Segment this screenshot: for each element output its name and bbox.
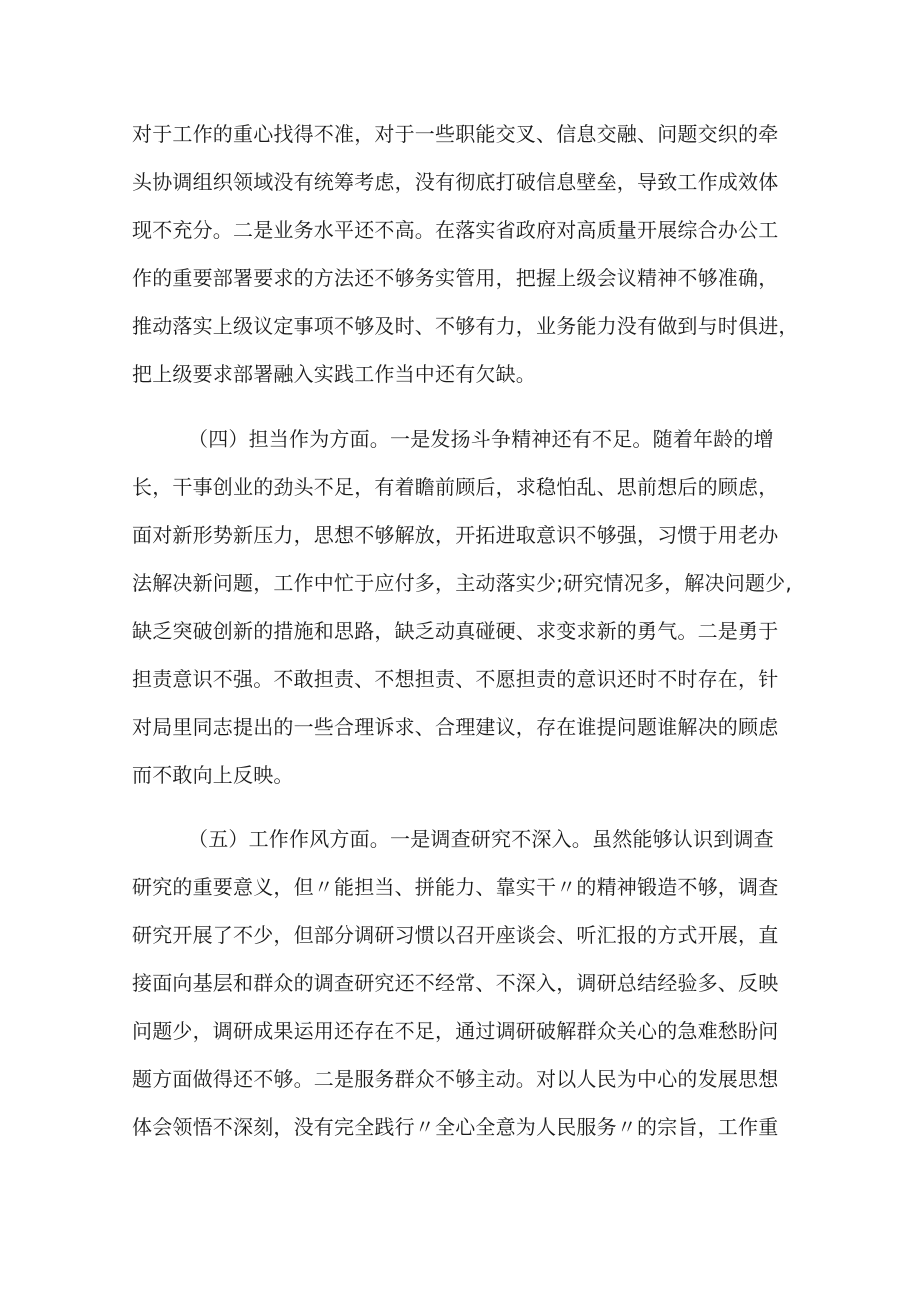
text-line: 作的重要部署要求的方法还不够务实管用，把握上级会议精神不够准确， [132, 266, 779, 290]
text-line: 题方面做得还不够。二是服务群众不够主动。对以人民为中心的发展思想 [132, 1067, 779, 1091]
paragraph-business-level [132, 110, 812, 398]
text-line: 把上级要求部署融入实践工作当中还有欠缺。 [132, 362, 536, 386]
text-line: 研究开展了不少，但部分调研习惯以召开座谈会、听汇报的方式开展，直 [132, 923, 779, 947]
text-line: 头协调组织领域没有统筹考虑，没有彻底打破信息壁垒，导致工作成效体 [132, 170, 779, 194]
text-line: 对于工作的重心找得不准，对于一些职能交叉、信息交融、问题交织的牵 [132, 122, 779, 146]
text-line: 对局里同志提出的一些合理诉求、合理建议，存在谁提问题谁解决的顾虑 [132, 715, 779, 739]
text-line: （四）担当作为方面。一是发扬斗争精神还有不足。随着年龄的增 [188, 427, 774, 451]
text-line: 法解决新问题，工作中忙于应付多，主动落实少;研究情况多，解决问题少, [132, 571, 792, 595]
text-line: 缺乏突破创新的措施和思路，缺乏动真碰硬、求变求新的勇气。二是勇于 [132, 619, 779, 643]
text-line: 面对新形势新压力，思想不够解放，开拓进取意识不够强，习惯于用老办 [132, 523, 779, 547]
text-line: （五）工作作风方面。一是调查研究不深入。虽然能够认识到调查 [188, 827, 774, 851]
text-line: 接面向基层和群众的调查研究还不经常、不深入，调研总结经验多、反映 [132, 971, 779, 995]
text-line: 推动落实上级议定事项不够及时、不够有力，业务能力没有做到与时俱进， [132, 314, 799, 338]
text-line: 长，干事创业的劲头不足，有着瞻前顾后，求稳怕乱、思前想后的顾虑， [132, 475, 779, 499]
text-line: 问题少，调研成果运用还存在不足，通过调研破解群众关心的急难愁盼问 [132, 1019, 779, 1043]
paragraph-work-style [132, 815, 812, 1151]
text-line: 现不充分。二是业务水平还不高。在落实省政府对高质量开展综合办公工 [132, 218, 779, 242]
paragraph-responsibility [132, 415, 812, 799]
text-line: 研究的重要意义，但〃能担当、拼能力、靠实干〃的精神锻造不够，调查 [132, 875, 779, 899]
text-line: 体会领悟不深刻，没有完全践行〃全心全意为人民服务〃的宗旨，工作重 [132, 1115, 779, 1139]
text-line: 而不敢向上反映。 [132, 763, 294, 787]
text-line: 担责意识不强。不敢担责、不想担责、不愿担责的意识还时不时存在，针 [132, 667, 779, 691]
